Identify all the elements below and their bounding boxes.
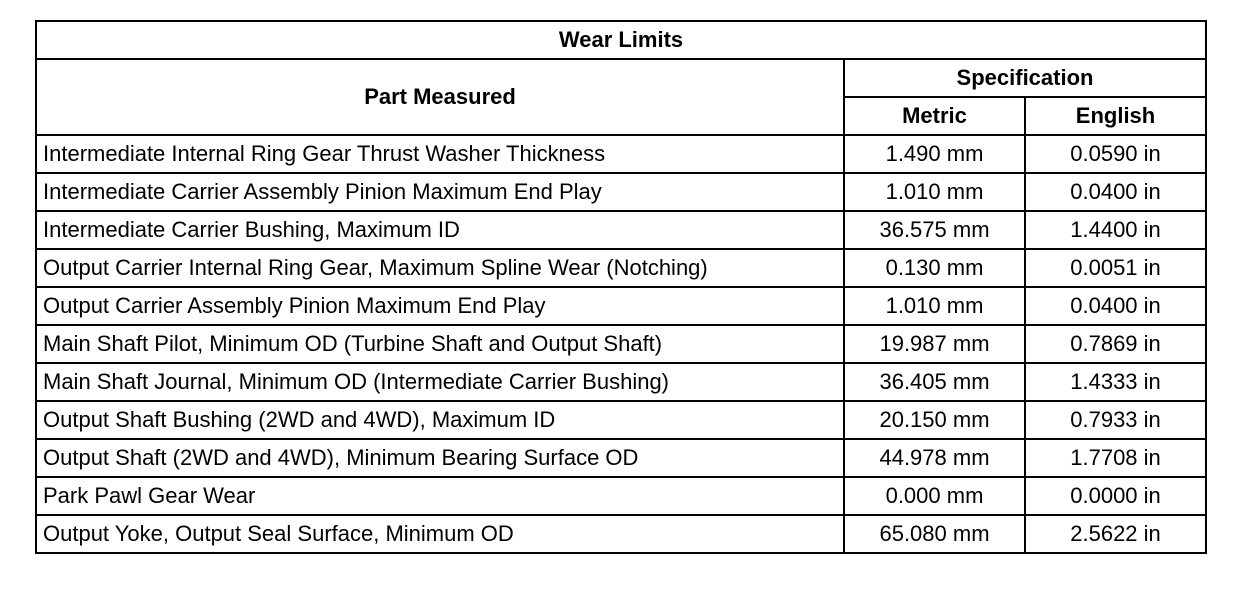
english-cell: 0.0000 in (1025, 477, 1206, 515)
english-cell: 0.7869 in (1025, 325, 1206, 363)
table-row (36, 135, 1206, 173)
metric-cell: 1.010 mm (844, 173, 1025, 211)
table-title-row (36, 21, 1206, 59)
table-title: Wear Limits (36, 21, 1206, 59)
part-cell: Output Carrier Assembly Pinion Maximum End Play (36, 287, 844, 325)
part-cell: Intermediate Carrier Assembly Pinion Maximum End Play (36, 173, 844, 211)
metric-cell: 0.130 mm (844, 249, 1025, 287)
table-row (36, 173, 1206, 211)
english-cell: 0.0051 in (1025, 249, 1206, 287)
wear-limits-table (35, 20, 1207, 554)
metric-cell: 19.987 mm (844, 325, 1025, 363)
english-cell: 0.0400 in (1025, 173, 1206, 211)
part-cell: Output Carrier Internal Ring Gear, Maximum Spline Wear (Notching) (36, 249, 844, 287)
table-row (36, 287, 1206, 325)
metric-cell: 65.080 mm (844, 515, 1025, 553)
table-row (36, 249, 1206, 287)
english-cell: 1.4400 in (1025, 211, 1206, 249)
metric-cell: 44.978 mm (844, 439, 1025, 477)
metric-cell: 1.010 mm (844, 287, 1025, 325)
table-row (36, 401, 1206, 439)
english-cell: 0.0590 in (1025, 135, 1206, 173)
part-cell: Output Shaft Bushing (2WD and 4WD), Maximum ID (36, 401, 844, 439)
part-cell: Output Shaft (2WD and 4WD), Minimum Bearing Surface OD (36, 439, 844, 477)
metric-cell: 20.150 mm (844, 401, 1025, 439)
metric-header: Metric (844, 97, 1025, 135)
english-cell: 1.4333 in (1025, 363, 1206, 401)
part-cell: Intermediate Carrier Bushing, Maximum ID (36, 211, 844, 249)
specification-header: Specification (844, 59, 1206, 97)
part-cell: Output Yoke, Output Seal Surface, Minimum OD (36, 515, 844, 553)
table-row (36, 515, 1206, 553)
table-row (36, 363, 1206, 401)
part-cell: Intermediate Internal Ring Gear Thrust Washer Thickness (36, 135, 844, 173)
header-row-1 (36, 59, 1206, 97)
metric-cell: 0.000 mm (844, 477, 1025, 515)
metric-cell: 36.405 mm (844, 363, 1025, 401)
english-header: English (1025, 97, 1206, 135)
part-measured-header: Part Measured (36, 59, 844, 135)
table-row (36, 325, 1206, 363)
english-cell: 0.7933 in (1025, 401, 1206, 439)
part-cell: Park Pawl Gear Wear (36, 477, 844, 515)
english-cell: 0.0400 in (1025, 287, 1206, 325)
table-row (36, 439, 1206, 477)
table-row (36, 211, 1206, 249)
metric-cell: 36.575 mm (844, 211, 1025, 249)
part-cell: Main Shaft Pilot, Minimum OD (Turbine Shaft and Output Shaft) (36, 325, 844, 363)
part-cell: Main Shaft Journal, Minimum OD (Intermediate Carrier Bushing) (36, 363, 844, 401)
table-row (36, 477, 1206, 515)
english-cell: 2.5622 in (1025, 515, 1206, 553)
metric-cell: 1.490 mm (844, 135, 1025, 173)
english-cell: 1.7708 in (1025, 439, 1206, 477)
